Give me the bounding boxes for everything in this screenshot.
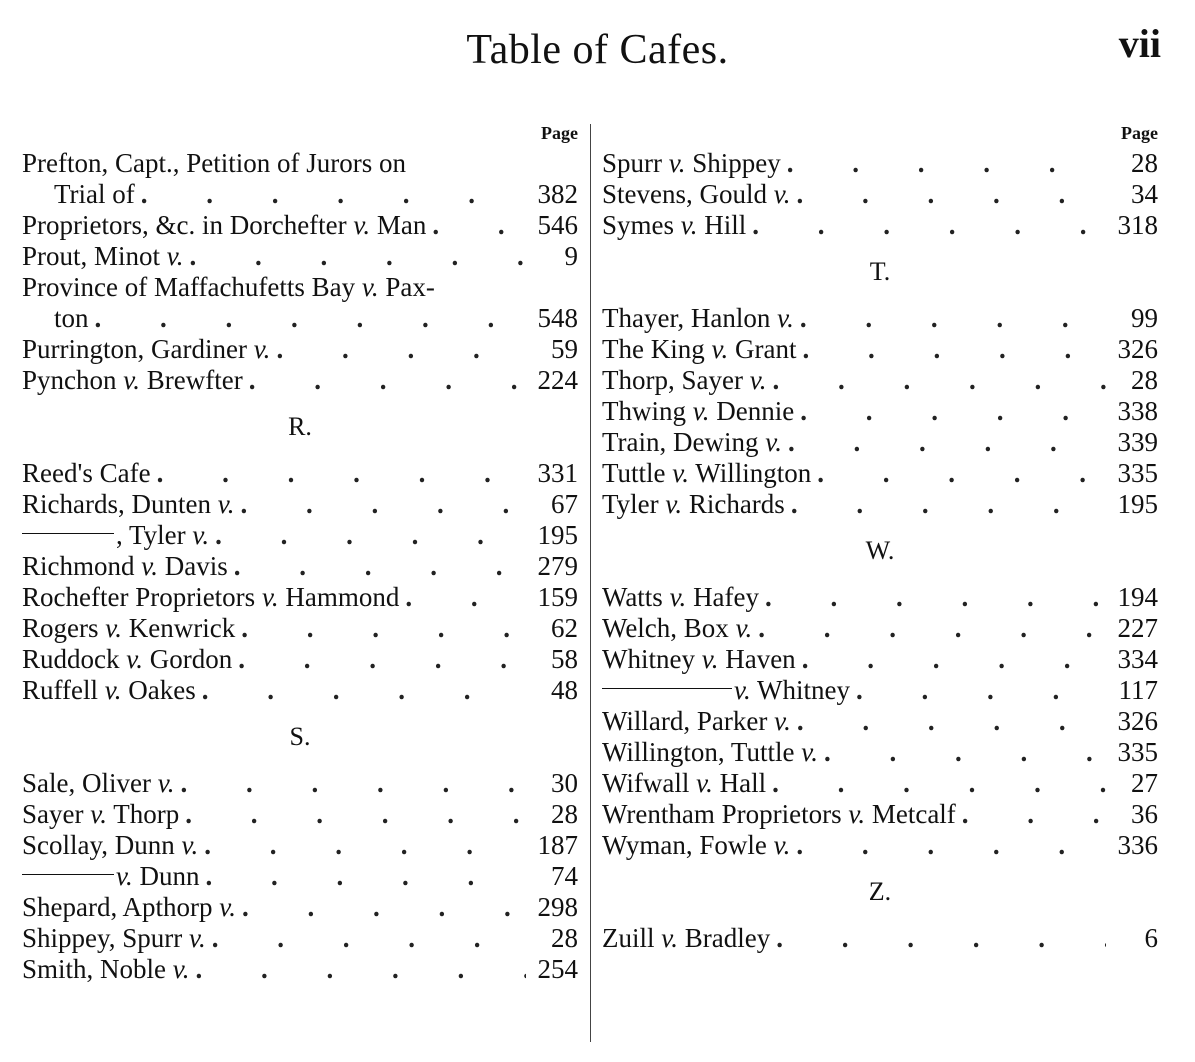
page-ref: 339 <box>1117 427 1158 457</box>
leader-dots <box>198 830 526 861</box>
leader-dots <box>794 303 1106 334</box>
case-entry <box>22 179 578 210</box>
leader-dots <box>956 799 1106 830</box>
leader-dots <box>796 644 1106 675</box>
page-ref: 28 <box>551 799 578 829</box>
case-name: Shippey, Spurr v. <box>22 923 206 953</box>
case-name: Sale, Oliver v. <box>22 768 175 798</box>
case-name: Scollay, Dunn v. <box>22 830 199 860</box>
case-entry <box>22 675 578 706</box>
leader-dots <box>791 706 1106 737</box>
case-entry <box>22 334 578 365</box>
case-name: v. Whitney <box>602 675 850 706</box>
leader-dots <box>243 365 526 396</box>
case-name: Stevens, Gould v. <box>602 179 791 209</box>
entries-s-right <box>602 148 1158 241</box>
case-entry <box>22 830 578 861</box>
leader-dots <box>228 551 526 582</box>
case-name: Watts v. Hafey <box>602 582 760 612</box>
case-name: Ruffell v. Oakes <box>22 675 196 705</box>
case-name: Smith, Noble v. <box>22 954 190 984</box>
page-ref: 28 <box>1131 148 1158 178</box>
page-ref: 28 <box>551 923 578 953</box>
page-ref: 279 <box>537 551 578 581</box>
leader-dots <box>184 241 526 272</box>
case-entry <box>602 334 1158 365</box>
case-name: Spurr v. Shippey <box>602 148 781 178</box>
case-entry <box>22 768 578 799</box>
case-name: Whitney v. Haven <box>602 644 796 674</box>
case-name: Wifwall v. Hall <box>602 768 767 798</box>
section-letter-r: R. <box>288 412 312 441</box>
case-name: Province of Maffachufetts Bay v. Pax- <box>22 272 435 302</box>
case-entry <box>22 520 578 551</box>
ditto-rule <box>22 533 114 534</box>
page-column-label: Page <box>541 123 578 143</box>
case-name: Ruddock v. Gordon <box>22 644 233 674</box>
section-letter-z: Z. <box>868 877 892 906</box>
case-name: Purrington, Gardiner v. <box>22 334 271 364</box>
case-name: Symes v. Hill <box>602 210 747 240</box>
case-name: Thwing v. Dennie <box>602 396 795 426</box>
page-ref: 67 <box>551 489 578 519</box>
page-ref: 326 <box>1117 706 1158 736</box>
leader-dots <box>190 954 527 985</box>
case-name: , Tyler v. <box>22 520 209 551</box>
page-ref: 326 <box>1117 334 1158 364</box>
case-entry <box>22 551 578 582</box>
leader-dots <box>236 892 526 923</box>
section-letter-t: T. <box>869 257 891 286</box>
case-name: Thayer, Hanlon v. <box>602 303 794 333</box>
leader-dots <box>151 458 526 489</box>
case-name: Welch, Box v. <box>602 613 753 643</box>
entries-z <box>602 923 1158 954</box>
page-ref: 298 <box>537 892 578 922</box>
case-name: Richmond v. Davis <box>22 551 228 581</box>
case-name: The King v. Grant <box>602 334 797 364</box>
page-ref: 227 <box>1117 613 1158 643</box>
case-entry <box>22 303 578 334</box>
page-ref: 58 <box>551 644 578 674</box>
case-entry <box>22 861 578 892</box>
page-ref: 195 <box>537 520 578 550</box>
leader-dots <box>746 210 1106 241</box>
case-name: Wrentham Proprietors v. Metcalf <box>602 799 956 829</box>
case-entry <box>602 613 1158 644</box>
case-entry <box>602 303 1158 334</box>
case-entry <box>602 210 1158 241</box>
page-ref: 9 <box>564 241 578 271</box>
case-entry <box>22 458 578 489</box>
page-ref: 59 <box>551 334 578 364</box>
page-ref: 548 <box>537 303 578 333</box>
case-name: Willington, Tuttle v. <box>602 737 818 767</box>
page-ref: 36 <box>1131 799 1158 829</box>
page-number: vii <box>1118 21 1161 66</box>
case-entry <box>602 923 1158 954</box>
case-entry <box>22 241 578 272</box>
case-entry <box>22 923 578 954</box>
page-ref: 224 <box>537 365 578 395</box>
page-ref: 74 <box>551 861 578 891</box>
right-column <box>602 118 1158 954</box>
case-name: Prout, Minot v. <box>22 241 184 271</box>
case-entry <box>602 768 1158 799</box>
column-divider <box>590 124 591 1042</box>
leader-dots <box>232 644 526 675</box>
page-ref: 336 <box>1117 830 1158 860</box>
ditto-rule <box>22 874 114 875</box>
leader-dots <box>770 923 1106 954</box>
page-ref: 195 <box>1117 489 1158 519</box>
case-name: Prefton, Capt., Petition of Jurors on <box>22 148 406 178</box>
leader-dots <box>785 489 1106 520</box>
page-ref: 34 <box>1131 179 1158 209</box>
case-entry <box>602 644 1158 675</box>
page-ref: 48 <box>551 675 578 705</box>
case-entry <box>22 210 578 241</box>
page-ref: 28 <box>1131 365 1158 395</box>
left-column <box>22 118 578 985</box>
case-entry <box>602 148 1158 179</box>
case-entry <box>602 582 1158 613</box>
section-letter-s: S. <box>289 722 311 751</box>
entries-r <box>22 458 578 706</box>
leader-dots <box>781 148 1106 179</box>
page-ref: 546 <box>537 210 578 240</box>
page-ref: 194 <box>1117 582 1158 612</box>
leader-dots <box>811 458 1106 489</box>
page-ref: 338 <box>1117 396 1158 426</box>
page-ref: 335 <box>1117 737 1158 767</box>
leader-dots <box>766 768 1106 799</box>
leader-dots <box>135 179 526 210</box>
case-entry <box>602 706 1158 737</box>
page-ref: 30 <box>551 768 578 798</box>
leader-dots <box>174 768 526 799</box>
leader-dots <box>850 675 1106 706</box>
page-ref: 254 <box>537 954 578 984</box>
leader-dots <box>234 489 526 520</box>
case-name: Trial of <box>54 179 135 209</box>
case-name: ton <box>54 303 89 333</box>
case-entry <box>602 458 1158 489</box>
leader-dots <box>196 675 526 706</box>
case-entry <box>602 365 1158 396</box>
case-name: Tyler v. Richards <box>602 489 785 519</box>
page-ref: 318 <box>1117 210 1158 240</box>
case-entry <box>602 489 1158 520</box>
leader-dots <box>426 210 526 241</box>
leader-dots <box>794 396 1106 427</box>
case-name: Zuill v. Bradley <box>602 923 771 953</box>
case-entry <box>22 582 578 613</box>
leader-dots <box>179 799 526 830</box>
page-ref: 62 <box>551 613 578 643</box>
case-entry <box>22 613 578 644</box>
case-name: Train, Dewing v. <box>602 427 782 457</box>
case-name: Pynchon v. Brewfter <box>22 365 243 395</box>
case-name: Wyman, Fowle v. <box>602 830 791 860</box>
leader-dots <box>206 923 526 954</box>
page-ref: 6 <box>1144 923 1158 953</box>
leader-dots <box>199 861 526 892</box>
page-ref: 382 <box>537 179 578 209</box>
page-ref: 117 <box>1118 675 1158 705</box>
leader-dots <box>796 334 1106 365</box>
case-entry <box>602 737 1158 768</box>
case-entry <box>22 272 578 303</box>
ditto-rule <box>602 688 732 689</box>
case-name: Thorp, Sayer v. <box>602 365 767 395</box>
leader-dots <box>782 427 1106 458</box>
case-entry <box>22 954 578 985</box>
page-title: Table of Cafes. <box>466 27 729 73</box>
case-name: Tuttle v. Willington <box>602 458 812 488</box>
page-ref: 334 <box>1117 644 1158 674</box>
case-name: Shepard, Apthorp v. <box>22 892 236 922</box>
leader-dots <box>766 365 1106 396</box>
page-ref: 27 <box>1131 768 1158 798</box>
leader-dots <box>790 830 1106 861</box>
entries-t <box>602 303 1158 520</box>
page-column-label: Page <box>1121 123 1158 143</box>
case-entry <box>22 644 578 675</box>
entries-w <box>602 582 1158 861</box>
leader-dots <box>89 303 526 334</box>
section-letter-w: W. <box>865 536 895 565</box>
case-entry <box>602 675 1158 706</box>
page-ref: 335 <box>1117 458 1158 488</box>
case-name: Sayer v. Thorp <box>22 799 180 829</box>
case-name: Reed's Cafe <box>22 458 151 488</box>
leader-dots <box>752 613 1106 644</box>
case-entry <box>22 799 578 830</box>
case-name: Proprietors, &c. in Dorchefter v. Man <box>22 210 427 240</box>
case-entry <box>602 427 1158 458</box>
case-name: Richards, Dunten v. <box>22 489 235 519</box>
case-name: Willard, Parker v. <box>602 706 791 736</box>
page-ref: 331 <box>537 458 578 488</box>
leader-dots <box>270 334 526 365</box>
leader-dots <box>209 520 526 551</box>
leader-dots <box>399 582 526 613</box>
case-entry <box>22 148 578 179</box>
leader-dots <box>790 179 1106 210</box>
case-name: v. Dunn <box>22 861 199 892</box>
leader-dots <box>235 613 526 644</box>
case-entry <box>602 799 1158 830</box>
case-name: Rogers v. Kenwrick <box>22 613 236 643</box>
entries-s <box>22 768 578 985</box>
leader-dots <box>818 737 1106 768</box>
case-entry <box>22 365 578 396</box>
case-entry <box>22 892 578 923</box>
case-entry <box>602 396 1158 427</box>
page-ref: 187 <box>537 830 578 860</box>
leader-dots <box>759 582 1106 613</box>
case-entry <box>22 489 578 520</box>
case-name: Rochefter Proprietors v. Hammond <box>22 582 400 612</box>
page-ref: 99 <box>1131 303 1158 333</box>
case-entry <box>602 830 1158 861</box>
entries-p <box>22 148 578 396</box>
case-entry <box>602 179 1158 210</box>
page-ref: 159 <box>537 582 578 612</box>
